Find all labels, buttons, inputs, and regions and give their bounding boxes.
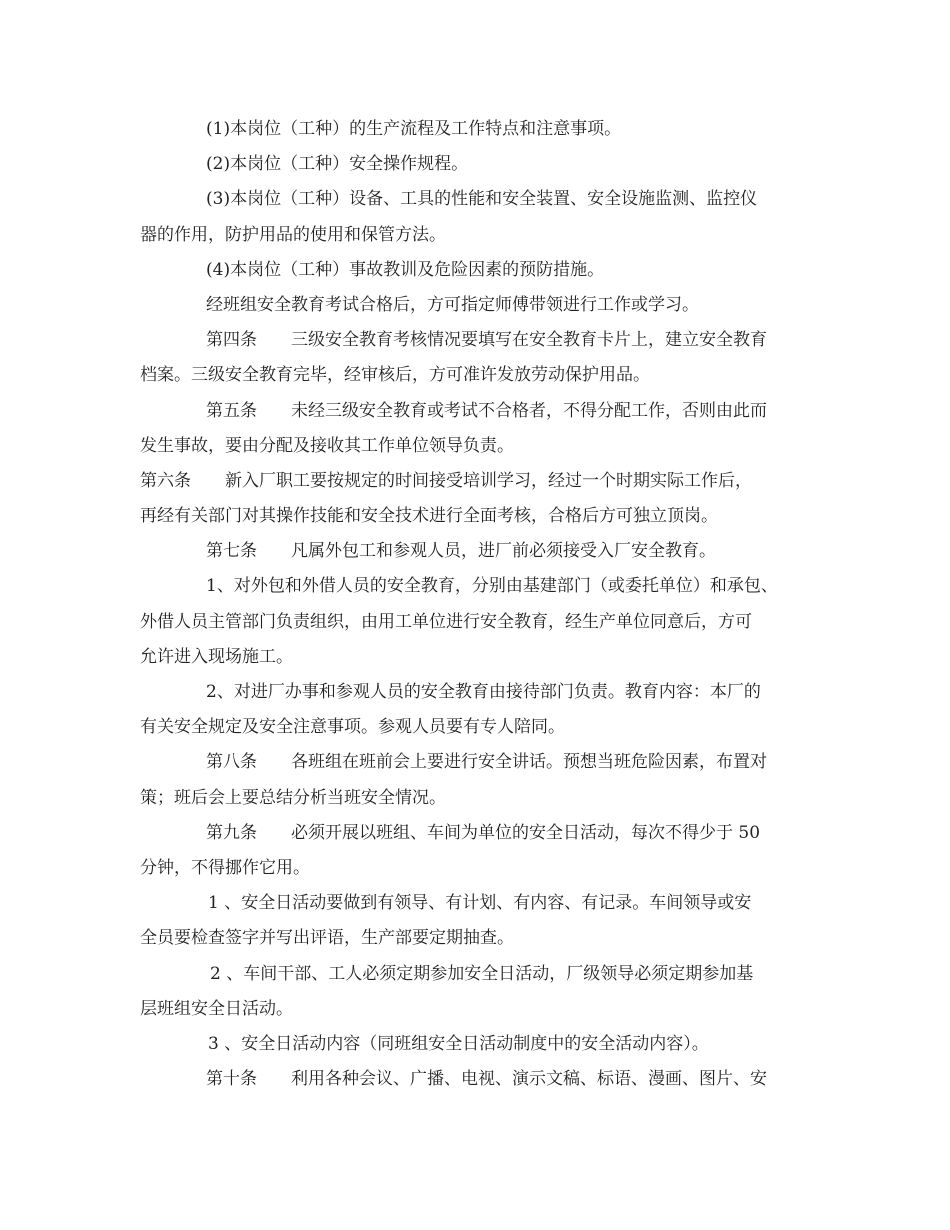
text-line: 1 、安全日活动要做到有领导、有计划、有内容、有记录。车间领导或安 — [208, 893, 752, 914]
text-line: 1、对外包和外借人员的安全教育，分别由基建部门（或委托单位）和承包、 — [206, 576, 778, 597]
text-line: (1)本岗位（工种）的生产流程及工作特点和注意事项。 — [206, 119, 622, 139]
text-line: 经班组安全教育考试合格后，方可指定师傅带领进行工作或学习。 — [206, 294, 699, 315]
text-line: 外借人员主管部门负责组织，由用工单位进行安全教育，经生产单位同意后，方可 — [140, 611, 752, 632]
text-line: 发生事故，要由分配及接收其工作单位领导负责。 — [140, 435, 514, 456]
text-line: 层班组安全日活动。 — [140, 998, 293, 1019]
text-line: 第九条 必须开展以班组、车间为单位的安全日活动，每次不得少于 50 — [206, 822, 761, 843]
document-body — [140, 112, 812, 1097]
text-line: 第八条 各班组在班前会上要进行安全讲话。预想当班危险因素，布置对 — [206, 752, 767, 773]
text-line: 分钟，不得挪作它用。 — [140, 857, 310, 878]
text-line: 档案。三级安全教育完毕，经审核后，方可准许发放劳动保护用品。 — [140, 365, 650, 386]
text-line: 允许进入现场施工。 — [140, 646, 293, 667]
text-line: 2、对进厂办事和参观人员的安全教育由接待部门负责。教育内容：本厂的 — [206, 682, 761, 702]
text-line: 第十条 利用各种会议、广播、电视、演示文稿、标语、漫画、图片、安 — [206, 1069, 767, 1090]
text-line: 第四条 三级安全教育考核情况要填写在安全教育卡片上，建立安全教育 — [206, 330, 767, 351]
text-line: 第五条 未经三级安全教育或考试不合格者，不得分配工作，否则由此而 — [206, 400, 767, 421]
text-line: 器的作用，防护用品的使用和保管方法。 — [140, 224, 446, 245]
text-line: (2)本岗位（工种）安全操作规程。 — [206, 154, 469, 175]
text-line: 第七条 凡属外包工和参观人员，进厂前必须接受入厂安全教育。 — [206, 541, 716, 562]
text-line: 有关安全规定及安全注意事项。参观人员要有专人陪同。 — [140, 717, 565, 738]
text-line: (3)本岗位（工种）设备、工具的性能和安全装置、安全设施监测、监控仪 — [206, 189, 758, 210]
text-line: 2 、车间干部、工人必须定期参加安全日活动，厂级领导必须定期参加基 — [210, 963, 754, 984]
text-line: 全员要检查签字并写出评语，生产部要定期抽查。 — [140, 928, 514, 949]
text-line: (4)本岗位（工种）事故教训及危险因素的预防措施。 — [206, 259, 605, 280]
text-line: 第六条 新入厂职工要按规定的时间接受培训学习，经过一个时期实际工作后， — [140, 470, 752, 491]
text-line: 再经有关部门对其操作技能和安全技术进行全面考核，合格后方可独立顶岗。 — [140, 506, 718, 527]
text-line: 3 、安全日活动内容（同班组安全日活动制度中的安全活动内容）。 — [208, 1033, 709, 1054]
text-line: 策；班后会上要总结分析当班安全情况。 — [140, 787, 446, 808]
